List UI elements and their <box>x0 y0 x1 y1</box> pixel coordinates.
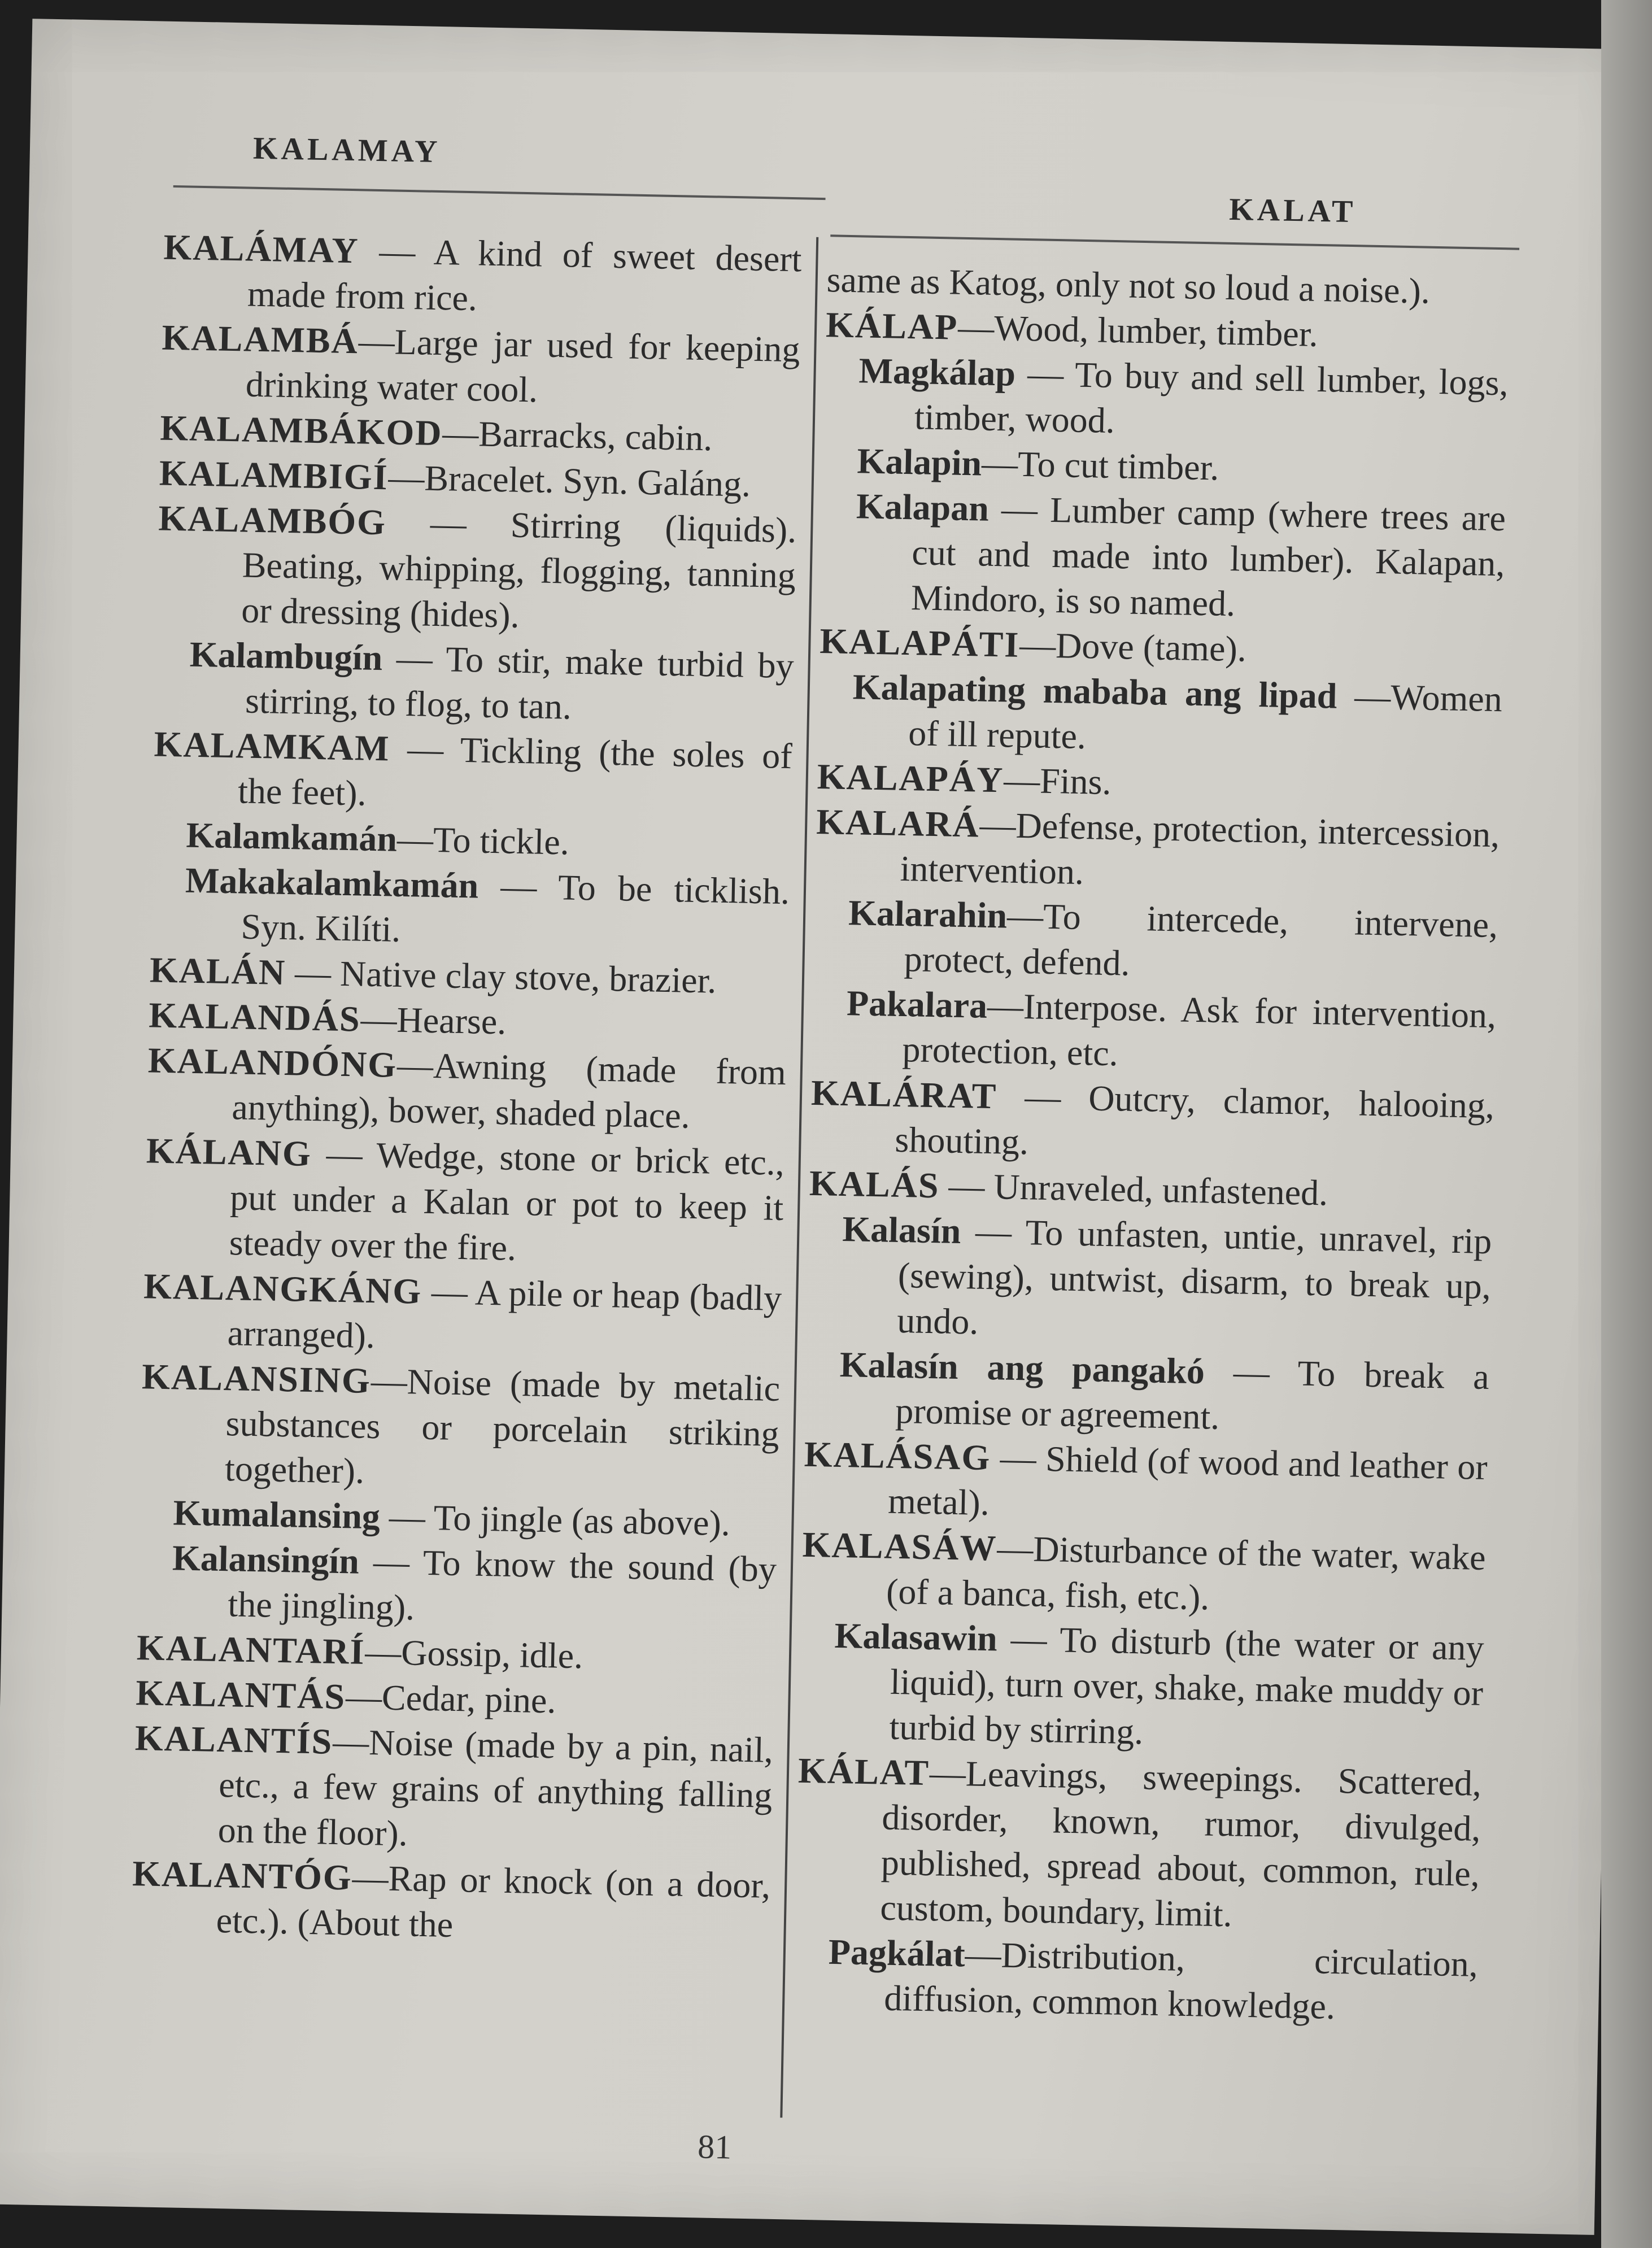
dictionary-entry <box>802 1524 1487 1626</box>
definition-text: — Tickling (the soles of the feet). <box>237 728 793 813</box>
headword: KALAPÁTI <box>819 621 1020 665</box>
headword: KALAMBIGÍ <box>159 452 389 498</box>
sub-entry <box>858 349 1509 451</box>
headword: KALANTÓG <box>132 1853 353 1898</box>
sub-headword: Pagkálat <box>828 1931 966 1975</box>
headword: KALANTÁS <box>135 1672 346 1717</box>
definition-text: —Disturbance of the water, wake (of a banca, fish, etc.). <box>886 1528 1487 1618</box>
definition-text: —Gossip, idle. <box>364 1631 583 1676</box>
header-rule-right <box>830 234 1519 250</box>
definition-text: —To tickle. <box>396 818 570 862</box>
sub-headword: Kalapan <box>856 486 990 529</box>
definition-text: — Outcry, clamor, halooing, shouting. <box>894 1076 1495 1162</box>
sub-headword: Kalansingín <box>172 1537 360 1582</box>
definition-text: —Leavings, sweepings. Scattered, disorder, known, rumor, divulged, published, spread about, common, rule, custom, boundary, limit. <box>879 1753 1482 1935</box>
sub-entry <box>189 633 795 734</box>
sub-entry <box>856 485 1506 631</box>
headword: KALÁS <box>809 1162 940 1206</box>
definition-text: —Wood, lumber, timber. <box>957 307 1319 354</box>
sub-headword: Kalasín <box>842 1209 962 1252</box>
sub-headword: Kalasín ang pangakó <box>839 1344 1205 1392</box>
definition-text: — Unraveled, unfastened. <box>939 1165 1328 1213</box>
definition-text: — To be ticklish. Syn. Kilíti. <box>240 865 790 949</box>
definition-text: —Rap or knock (on a door, etc.). (About the <box>216 1857 771 1945</box>
sub-headword: Pakalara <box>846 983 988 1026</box>
definition-text: —To intercede, intervene, protect, defend. <box>904 895 1498 983</box>
headword: KÁLAP <box>825 304 958 347</box>
dictionary-entry <box>154 723 793 824</box>
dictionary-entry <box>134 1717 774 1863</box>
definition-text: —Noise (made by a pin, nail, etc., a few grains of anything falling on the floor). <box>217 1721 774 1854</box>
sub-entry <box>834 1614 1485 1761</box>
dictionary-entry <box>141 1356 781 1502</box>
headword: KALANGKÁNG <box>143 1266 422 1312</box>
sub-entry <box>846 982 1497 1083</box>
page-edge-shadow <box>1601 0 1652 2248</box>
headword: KALANTÍS <box>134 1718 333 1762</box>
definition-text: — Shield (of wood and leather or metal). <box>887 1437 1488 1523</box>
headword: KALÁN <box>149 949 286 993</box>
dictionary-entry <box>163 226 803 328</box>
definition-text: — Stirring (liquids). Beating, whipping, flogging, tanning or dressing (hides). <box>241 502 797 635</box>
definition-text: — Lumber camp (where trees are cut and made into lumber). Kalapan, Mindoro, is so named. <box>910 488 1506 624</box>
dictionary-page <box>0 19 1636 2235</box>
definition-text: — To jingle (as above). <box>380 1496 731 1544</box>
sub-headword: Kalasawin <box>834 1615 998 1659</box>
header-rule-left <box>173 185 826 200</box>
headword: KALANDÓNG <box>147 1040 398 1085</box>
headword: KALAPÁY <box>817 756 1004 800</box>
sub-headword: Magkálap <box>858 350 1016 394</box>
headword: KALÁRAT <box>810 1072 998 1117</box>
dictionary-entry <box>804 1434 1488 1535</box>
headword: KÁLANG <box>146 1130 312 1174</box>
running-header-right: KALAT <box>1228 191 1357 230</box>
sub-headword: Kalamkamán <box>186 814 398 859</box>
sub-entry <box>842 1208 1493 1354</box>
definition-text: — A pile or heap (badly arranged). <box>227 1271 782 1356</box>
definition-text: —Interpose. Ask for intervention, protection, etc. <box>901 985 1497 1074</box>
sub-entry <box>839 1343 1490 1445</box>
headword: KALAMBÓG <box>158 498 387 543</box>
definition-text: —Dove (tame). <box>1019 624 1247 669</box>
headword: KALANTARÍ <box>136 1627 366 1672</box>
sub-headword: Kumalansing <box>173 1492 381 1537</box>
headword: KALASÁW <box>802 1524 998 1569</box>
dictionary-entry <box>143 1265 782 1366</box>
definition-text: — A kind of sweet desert made from rice. <box>247 230 803 319</box>
headword: KALARÁ <box>816 801 980 845</box>
dictionary-entry <box>161 316 801 417</box>
definition-text: —Barracks, cabin. <box>442 413 713 459</box>
running-header-left: KALAMAY <box>252 130 441 170</box>
headword: KALÁMAY <box>163 226 360 271</box>
definition-text: — To disturb (the water or any liquid), turn over, shake, make muddy or turbid by stirring. <box>888 1618 1485 1752</box>
dictionary-entry <box>147 1039 787 1140</box>
dictionary-entry <box>146 1130 785 1276</box>
left-column <box>131 225 802 1954</box>
dictionary-entry <box>158 497 797 643</box>
sub-entry <box>852 665 1503 767</box>
definition-text: —Hearse. <box>360 999 507 1042</box>
definition-text: —Defense, protection, intercession, intervention. <box>900 804 1500 892</box>
dictionary-entry <box>132 1853 771 1954</box>
definition-text: — To buy and sell lumber, logs, timber, wood. <box>914 353 1509 441</box>
sub-entry <box>185 859 790 960</box>
headword: KALANSING <box>141 1356 372 1401</box>
definition-text: —Fins. <box>1003 760 1112 803</box>
definition-text: —Women of ill repute. <box>908 676 1503 757</box>
sub-headword: Kalarahin <box>848 892 1008 936</box>
definition-text: — To know the sound (by the jingling). <box>227 1541 777 1628</box>
definition-text: — Native clay stove, brazier. <box>285 952 717 1001</box>
definition-text: — To stir, make turbid by stirring, to flog, to tan. <box>245 638 795 727</box>
sub-headword: Kalapating mababa ang lipad <box>852 666 1338 716</box>
sub-headword: Kalambugín <box>189 634 383 678</box>
headword: KALANDÁS <box>148 995 361 1039</box>
sub-headword: Kalapin <box>856 441 982 483</box>
definition-text: —Awning (made from anything), bower, shaded place. <box>231 1044 787 1136</box>
definition-text: —Cedar, pine. <box>345 1676 557 1721</box>
sub-entry <box>172 1536 777 1637</box>
sub-entry <box>828 1931 1479 2032</box>
headword: KALÁSAG <box>804 1434 991 1478</box>
definition-text: —Bracelet. Syn. Galáng. <box>387 457 751 504</box>
sub-headword: Makakalamkamán <box>185 860 479 906</box>
headword: KALAMKAM <box>154 724 391 769</box>
definition-text: — To unfasten, untie, unravel, rip (sewing), untwist, disarm, to break up, undo. <box>896 1211 1493 1342</box>
headword: KÁLAT <box>797 1750 930 1793</box>
page-number: 81 <box>697 2128 732 2166</box>
definition-text: —Noise (made by metalic substances or porcelain striking together). <box>224 1361 781 1491</box>
definition-text: — Wedge, stone or brick etc., put under a Kalan or pot to keep it steady over the fire. <box>229 1133 785 1268</box>
definition-text: — To break a promise or agreement. <box>895 1351 1490 1437</box>
definition-text: —Large jar used for keeping drinking water cool. <box>245 321 801 410</box>
dictionary-entry <box>816 801 1500 903</box>
definition-text: —Distribution, circulation, diffusion, common knowledge. <box>883 1934 1479 2027</box>
headword: KALAMBÁKOD <box>159 407 443 454</box>
right-column <box>794 257 1511 2032</box>
definition-text: —To cut timber. <box>981 443 1220 488</box>
sub-entry <box>848 891 1498 993</box>
headword: KALAMBÁ <box>161 317 359 361</box>
definition-text: same as Katog, only not so loud a noise.). <box>826 259 1431 311</box>
dictionary-entry <box>797 1750 1482 1942</box>
dictionary-entry <box>810 1072 1495 1174</box>
